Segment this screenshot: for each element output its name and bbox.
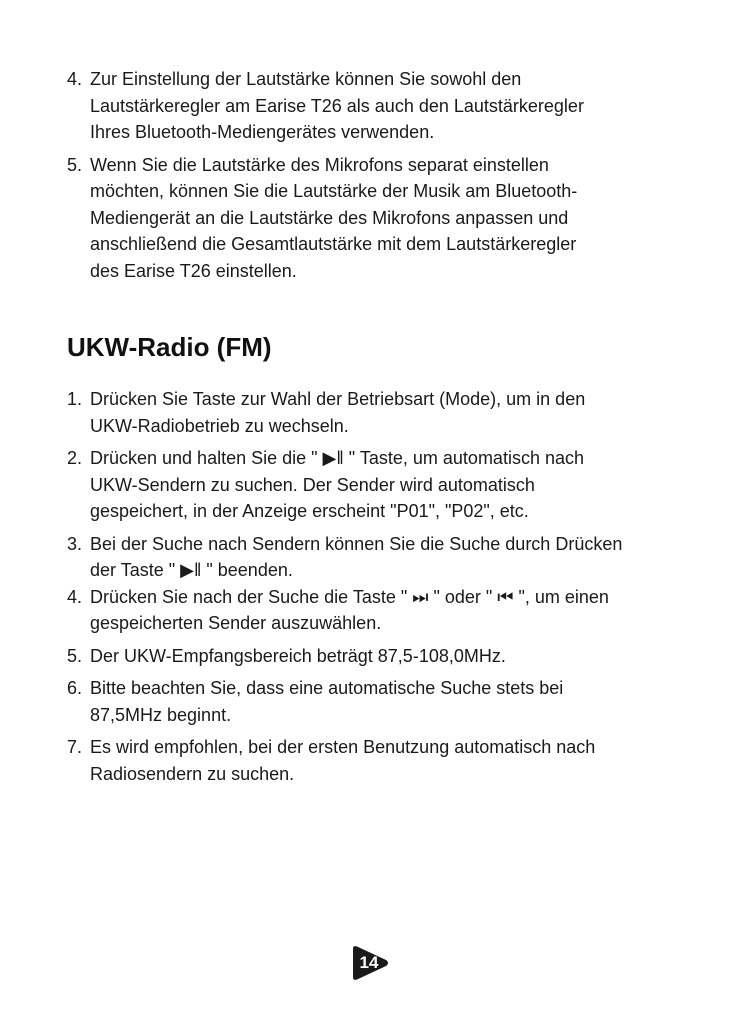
item-text [90,643,707,670]
item-text [90,675,707,728]
list-item [67,584,707,637]
page-number-badge [350,945,390,981]
item-text [90,386,707,439]
item-number: 4. [67,586,83,607]
item-number: 5. [67,154,83,175]
text-line: Drücken Sie nach der Suche die Taste " ⏭ " oder " ⏮ ", um einen [90,586,609,607]
text-line: Bei der Suche nach Sendern können Sie die Suche durch Drücken [90,533,623,554]
item-number: 6. [67,678,83,698]
list-item [67,66,707,146]
text-line: gespeichert, in der Anzeige erscheint "P01", "P02", etc. [90,501,529,521]
text-line: Drücken Sie Taste zur Wahl der Betriebsart (Mode), um in den [90,389,586,409]
text-line: Radiosendern zu suchen. [90,763,295,784]
list-item [67,152,707,285]
text-line: Wenn Sie die Lautstärke des Mikrofons separat einstellen [90,154,549,175]
text-line: des Earise T26 einstellen. [90,260,297,281]
item-number: 5. [67,645,83,666]
intro-list [67,66,707,284]
item-text [90,152,707,285]
text-line: Es wird empfohlen, bei der ersten Benutzung automatisch nach [90,737,596,757]
text-line: 87,5MHz beginnt. [90,704,232,725]
text-line: anschließend die Gesamtlautstärke mit dem Lautstärkeregler [90,234,577,254]
item-text [90,531,707,584]
text-line: UKW-Sendern zu suchen. Der Sender wird automatisch [90,474,535,495]
text-line: möchten, können Sie die Lautstärke der Musik am Bluetooth- [90,181,578,201]
list-item [67,445,707,525]
item-number: 1. [67,389,83,409]
text-line: Lautstärkeregler am Earise T26 als auch den Lautstärkeregler [90,95,584,116]
text-line: Drücken und halten Sie die " ▶ǁ " Taste, um automatisch nach [90,448,584,468]
item-text [90,734,707,787]
item-text [90,445,707,525]
text-line: Bitte beachten Sie, dass eine automatische Suche stets bei [90,678,564,698]
section-heading: UKW-Radio (FM) [67,332,272,362]
text-line: Zur Einstellung der Lautstärke können Sie sowohl den [90,69,522,89]
page-number: 14 [359,953,379,972]
item-number: 4. [67,69,83,89]
item-text [90,66,707,146]
list-item [67,386,707,439]
list-item [67,643,707,670]
list-item [67,675,707,728]
text-line: der Taste " ▶ǁ " beenden. [90,560,293,580]
item-text [90,584,707,637]
item-number: 3. [67,533,83,554]
list-item [67,531,707,584]
text-line: gespeicherten Sender auszuwählen. [90,613,382,633]
text-line: Der UKW-Empfangsbereich beträgt 87,5-108,0MHz. [90,645,506,666]
item-number: 2. [67,448,83,468]
text-line: Ihres Bluetooth-Mediengerätes verwenden. [90,122,435,142]
text-line: Mediengerät an die Lautstärke des Mikrofons anpassen und [90,207,569,228]
fm-instructions-list [67,386,707,787]
list-item [67,734,707,787]
item-number: 7. [67,737,83,757]
text-line: UKW-Radiobetrieb zu wechseln. [90,415,349,436]
